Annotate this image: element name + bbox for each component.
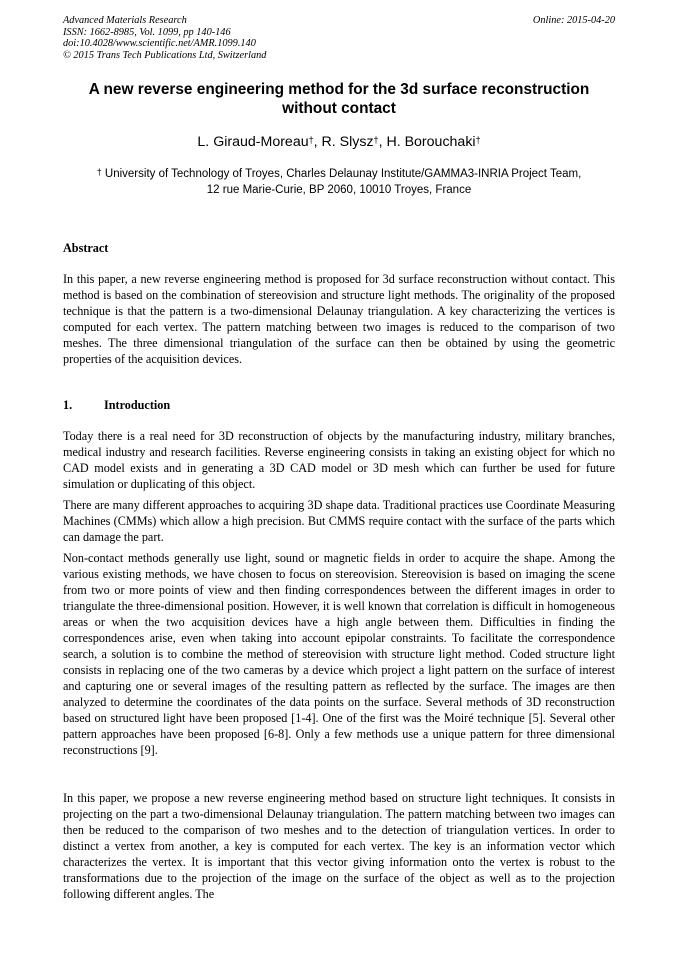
paper-title: A new reverse engineering method for the 3d surface reconstruction without contact bbox=[88, 81, 590, 117]
author-mark: † bbox=[475, 135, 481, 145]
affiliation-text-1: University of Technology of Troyes, Charles Delaunay Institute/GAMMA3-INRIA Project Team, bbox=[104, 168, 582, 180]
paragraph: Non-contact methods generally use light, sound or magnetic fields in order to acquire the shape. Among the various existing methods, we have chosen to focus on stereovision. Stereovision is based on imaging the scene from two or more points of view and then finding correspondences between the different images in order to triangulate the three-dimensional position. However, it is well known that correlation is difficult in homogeneous areas or when the two acquisition devices have a high angle between them. Difficulties in finding the correspondences arise, even when taking into account epipolar constraints. To facilitate the correspondence search, a solution is to combine the method of stereovision with structure light method. Coded structure light consists in replacing one of the two cameras by a device which project a light pattern on the surface of interest and capturing one or several images of the resulting pattern as reflected by the surface. The images are then analyzed to determine the coordinates of the data points on the surface. Several methods of 3D reconstruction based on structured light have been proposed [1-4]. One of the first was the Moiré technique [5]. Several other pattern approaches have been proposed [6-8]. Only a few methods use a unique pattern for three dimensional reconstructions [9]. bbox=[63, 551, 615, 757]
author-mark: † bbox=[373, 135, 379, 145]
author-name: H. Borouchaki bbox=[386, 134, 476, 150]
affiliation-line-1 bbox=[63, 166, 615, 182]
section-title: Introduction bbox=[104, 398, 171, 412]
affiliation-line-2: 12 rue Marie-Curie, BP 2060, 10010 Troyes, France bbox=[206, 184, 472, 196]
paragraph: In this paper, we propose a new reverse engineering method based on structure light techniques. It consists in projecting on the part a two-dimensional Delaunay triangulation. The pattern matching between two images can then be reduced to the comparison of two meshes and to the detection of triangulation vertices. In order to distinct a vertex from another, a key is computed for each vertex. The key is an information vector which characterizes the vertex. It is important that this vector giving information onto the vertex is robust to the transformations due to the projection of the image on the surface of the object as well as to the projection following different angles. The bbox=[63, 791, 615, 901]
affiliation-mark: † bbox=[96, 167, 102, 177]
paragraph: There are many different approaches to acquiring 3D shape data. Traditional practices use Coordinate Measuring Machines (CMMs) which allow a high precision. But CMMS require contact with the surface of the parts which can damage the part. bbox=[63, 498, 615, 544]
online-date: Online: 2015-04-20 bbox=[532, 15, 615, 26]
issn-line: ISSN: 1662-8985, Vol. 1099, pp 140-146 bbox=[63, 26, 231, 38]
author-name: R. Slysz bbox=[321, 134, 374, 150]
abstract-heading: Abstract bbox=[63, 241, 109, 255]
doi-line: doi:10.4028/www.scientific.net/AMR.1099.140 bbox=[63, 38, 256, 50]
section-heading bbox=[63, 398, 170, 412]
affiliation bbox=[63, 166, 615, 198]
journal-header bbox=[63, 15, 266, 61]
author-list: L. Giraud-Moreau†, R. Slysz†, H. Borouchaki† bbox=[197, 134, 481, 150]
section-number: 1. bbox=[63, 398, 73, 412]
abstract-text: In this paper, a new reverse engineering method is proposed for 3d surface reconstruction without contact. This method is based on the combination of stereovision and structure light methods. The originality of the proposed technique is that the pattern is a two-dimensional Delaunay triangulation. A key characterizing the vertices is computed for each vertex. The pattern matching between two images is reduced to the comparison of two meshes. The three dimensional triangulation of the surface can then be obtained by using the geometric properties of the acquisition devices. bbox=[63, 272, 615, 366]
author-mark: † bbox=[308, 135, 314, 145]
author-name: L. Giraud-Moreau bbox=[197, 134, 309, 150]
paragraph: Today there is a real need for 3D reconstruction of objects by the manufacturing industry, military branches, medical industry and research facilities. Reverse engineering consists in taking an existing object for which no CAD model exists and in generating a 3D CAD model or 3D mesh which can further be used for future simulation or duplicating of this object. bbox=[63, 429, 615, 491]
copyright-line: © 2015 Trans Tech Publications Ltd, Switzerland bbox=[63, 49, 267, 61]
journal-name: Advanced Materials Research bbox=[63, 15, 187, 26]
